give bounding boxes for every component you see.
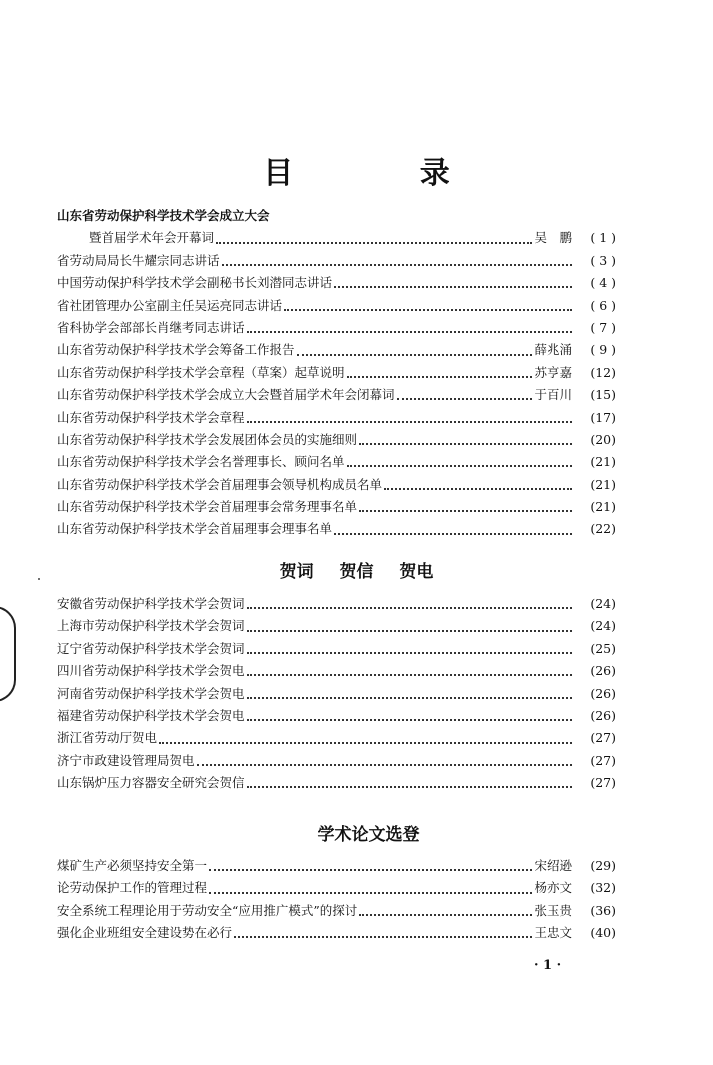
toc-section-founding	[57, 206, 616, 542]
toc-section-papers	[57, 856, 616, 946]
leader-dots	[347, 465, 572, 467]
entry-page: (24)	[590, 596, 616, 611]
entry-author: 于百川	[534, 387, 572, 403]
leader-dots	[222, 264, 572, 266]
entry-page: ( 9 )	[590, 342, 616, 358]
entry-page: (32)	[590, 880, 616, 896]
toc-entry[interactable]	[57, 594, 616, 616]
entry-title: 河南省劳动保护科学技术学会贺电	[57, 685, 245, 701]
leader-dots	[384, 488, 572, 490]
entry-title: 山东锅炉压力容器安全研究会贺信	[57, 775, 245, 791]
leader-dots	[247, 630, 572, 632]
entry-page: (12)	[590, 364, 616, 380]
section-heading-word: 贺信	[339, 562, 374, 582]
toc-entry[interactable]	[57, 706, 616, 728]
leader-dots	[334, 286, 572, 288]
page-number: · 1 ·	[534, 958, 562, 973]
leader-dots	[359, 510, 572, 512]
toc-entry[interactable]	[57, 296, 616, 318]
entry-page: (26)	[590, 707, 616, 723]
entry-title: 浙江省劳动厅贺电	[57, 730, 158, 746]
toc-entry[interactable]	[57, 519, 616, 541]
leader-dots	[297, 354, 533, 356]
entry-title: 山东省劳动保护科学技术学会发展团体会员的实施细则	[57, 431, 358, 447]
entry-page: (26)	[590, 685, 616, 701]
page-title: 目 录	[263, 156, 508, 191]
section-heading-word: 贺电	[399, 562, 434, 582]
entry-page: (24)	[590, 618, 616, 634]
toc-entry[interactable]	[57, 385, 616, 407]
leader-dots	[247, 786, 572, 788]
entry-page: (22)	[590, 521, 616, 537]
entry-page: (20)	[590, 431, 616, 447]
entry-page: (17)	[590, 409, 616, 425]
entry-title: 煤矿生产必须坚持安全第一	[57, 858, 208, 873]
toc-entry[interactable]	[57, 923, 616, 945]
entry-title: 山东省劳动保护科学技术学会章程	[57, 409, 245, 425]
toc-entry[interactable]	[57, 684, 616, 706]
entry-author: 苏亨嘉	[534, 364, 572, 380]
entry-page: (25)	[590, 640, 616, 656]
entry-title: 山东省劳动保护科学技术学会筹备工作报告	[57, 342, 295, 358]
entry-title: 福建省劳动保护科学技术学会贺电	[57, 707, 245, 723]
leader-dots	[247, 719, 572, 721]
entry-title: 安全系统工程理论用于劳动安全“应用推广模式”的探讨	[57, 902, 358, 918]
entry-title: 四川省劳动保护科学技术学会贺电	[57, 663, 245, 679]
leader-dots	[359, 443, 572, 445]
entry-title: 论劳动保护工作的管理过程	[57, 880, 208, 896]
entry-title: 山东省劳动保护科学技术学会成立大会暨首届学术年会闭幕词	[57, 387, 395, 403]
leader-dots	[247, 674, 572, 676]
entry-title: 省科协学会部部长肖继考同志讲话	[57, 319, 245, 335]
leader-dots	[247, 607, 572, 609]
entry-page: ( 6 )	[590, 297, 616, 313]
entry-title: 暨首届学术年会开幕词	[89, 230, 215, 246]
toc-entry[interactable]	[57, 452, 616, 474]
entry-title: 上海市劳动保护科学技术学会贺词	[57, 618, 245, 634]
scan-speck	[38, 578, 40, 580]
leader-dots	[397, 398, 533, 400]
entry-page: (27)	[590, 752, 616, 768]
entry-page: (26)	[590, 663, 616, 679]
entry-title: 省社团管理办公室副主任吴运亮同志讲话	[57, 297, 283, 313]
entry-page: (40)	[590, 925, 616, 941]
leader-dots	[359, 914, 532, 916]
entry-author: 杨亦文	[534, 880, 572, 896]
entry-title: 济宁市政建设管理局贺电	[57, 752, 195, 768]
scan-binding-mark	[0, 606, 16, 702]
entry-title: 中国劳动保护科学技术学会副秘书长刘潜同志讲话	[57, 275, 333, 291]
leader-dots	[334, 533, 572, 535]
toc-entry[interactable]	[57, 251, 616, 273]
toc-entry[interactable]	[57, 773, 616, 795]
leader-dots	[247, 652, 572, 654]
entry-page: (36)	[590, 902, 616, 918]
section-heading-word: 贺词	[279, 562, 314, 582]
entry-page: ( 4 )	[590, 275, 616, 291]
toc-entry[interactable]	[57, 639, 616, 661]
entry-page: (27)	[590, 730, 616, 746]
entry-page: (21)	[590, 454, 616, 470]
entry-page: ( 3 )	[590, 252, 616, 268]
leader-dots	[284, 309, 572, 311]
leader-dots	[216, 242, 532, 244]
leader-dots	[159, 742, 572, 744]
toc-entry[interactable]	[57, 661, 616, 683]
leader-dots	[209, 892, 532, 894]
leader-dots	[247, 697, 572, 699]
toc-entry[interactable]	[57, 616, 616, 638]
leader-dots	[197, 764, 572, 766]
entry-author: 薛兆涌	[534, 342, 572, 358]
toc-entry[interactable]	[57, 408, 616, 430]
entry-page: (21)	[590, 476, 616, 492]
toc-entry[interactable]	[57, 475, 616, 497]
toc-entry[interactable]	[57, 318, 616, 340]
toc-entry[interactable]	[57, 878, 616, 900]
entry-page: (29)	[590, 858, 616, 873]
leader-dots	[209, 869, 532, 871]
toc-entry[interactable]	[57, 497, 616, 519]
entry-page: (27)	[590, 775, 616, 791]
entry-page: (21)	[590, 499, 616, 515]
toc-entry[interactable]	[57, 363, 616, 385]
toc-entry[interactable]	[57, 340, 616, 362]
toc-entry[interactable]	[57, 228, 616, 250]
entry-title: 山东省劳动保护科学技术学会首届理事会常务理事名单	[57, 499, 358, 515]
toc-section-congratulations	[57, 594, 616, 796]
entry-author: 王忠文	[534, 925, 572, 941]
toc-entry[interactable]	[57, 901, 616, 923]
toc-group-header: 山东省劳动保护科学技术学会成立大会	[57, 208, 270, 223]
leader-dots	[247, 331, 572, 333]
entry-page: (15)	[590, 387, 616, 403]
entry-page: ( 1 )	[590, 230, 616, 246]
leader-dots	[247, 421, 572, 423]
toc-entry[interactable]	[57, 751, 616, 773]
entry-title: 省劳动局局长牛耀宗同志讲话	[57, 252, 220, 268]
toc-entry[interactable]	[57, 856, 616, 878]
leader-dots	[347, 376, 533, 378]
section-heading-papers: 学术论文选登	[317, 825, 420, 845]
entry-title: 强化企业班组安全建设势在必行	[57, 925, 233, 941]
entry-author: 宋绍逊	[534, 858, 572, 873]
entry-author: 张玉贵	[534, 902, 572, 918]
leader-dots	[234, 936, 532, 938]
entry-title: 山东省劳动保护科学技术学会首届理事会理事名单	[57, 521, 333, 537]
entry-title: 辽宁省劳动保护科学技术学会贺词	[57, 640, 245, 656]
toc-entry[interactable]	[57, 430, 616, 452]
entry-page: ( 7 )	[590, 319, 616, 335]
toc-entry[interactable]	[57, 273, 616, 295]
entry-author: 吴 鹏	[534, 230, 572, 246]
entry-title: 山东省劳动保护科学技术学会首届理事会领导机构成员名单	[57, 476, 383, 492]
entry-title: 山东省劳动保护科学技术学会章程（草案）起草说明	[57, 364, 345, 380]
toc-entry[interactable]	[57, 728, 616, 750]
entry-title: 安徽省劳动保护科学技术学会贺词	[57, 596, 245, 611]
section-heading-congratulations	[0, 557, 713, 582]
entry-title: 山东省劳动保护科学技术学会名誉理事长、顾问名单	[57, 454, 345, 470]
